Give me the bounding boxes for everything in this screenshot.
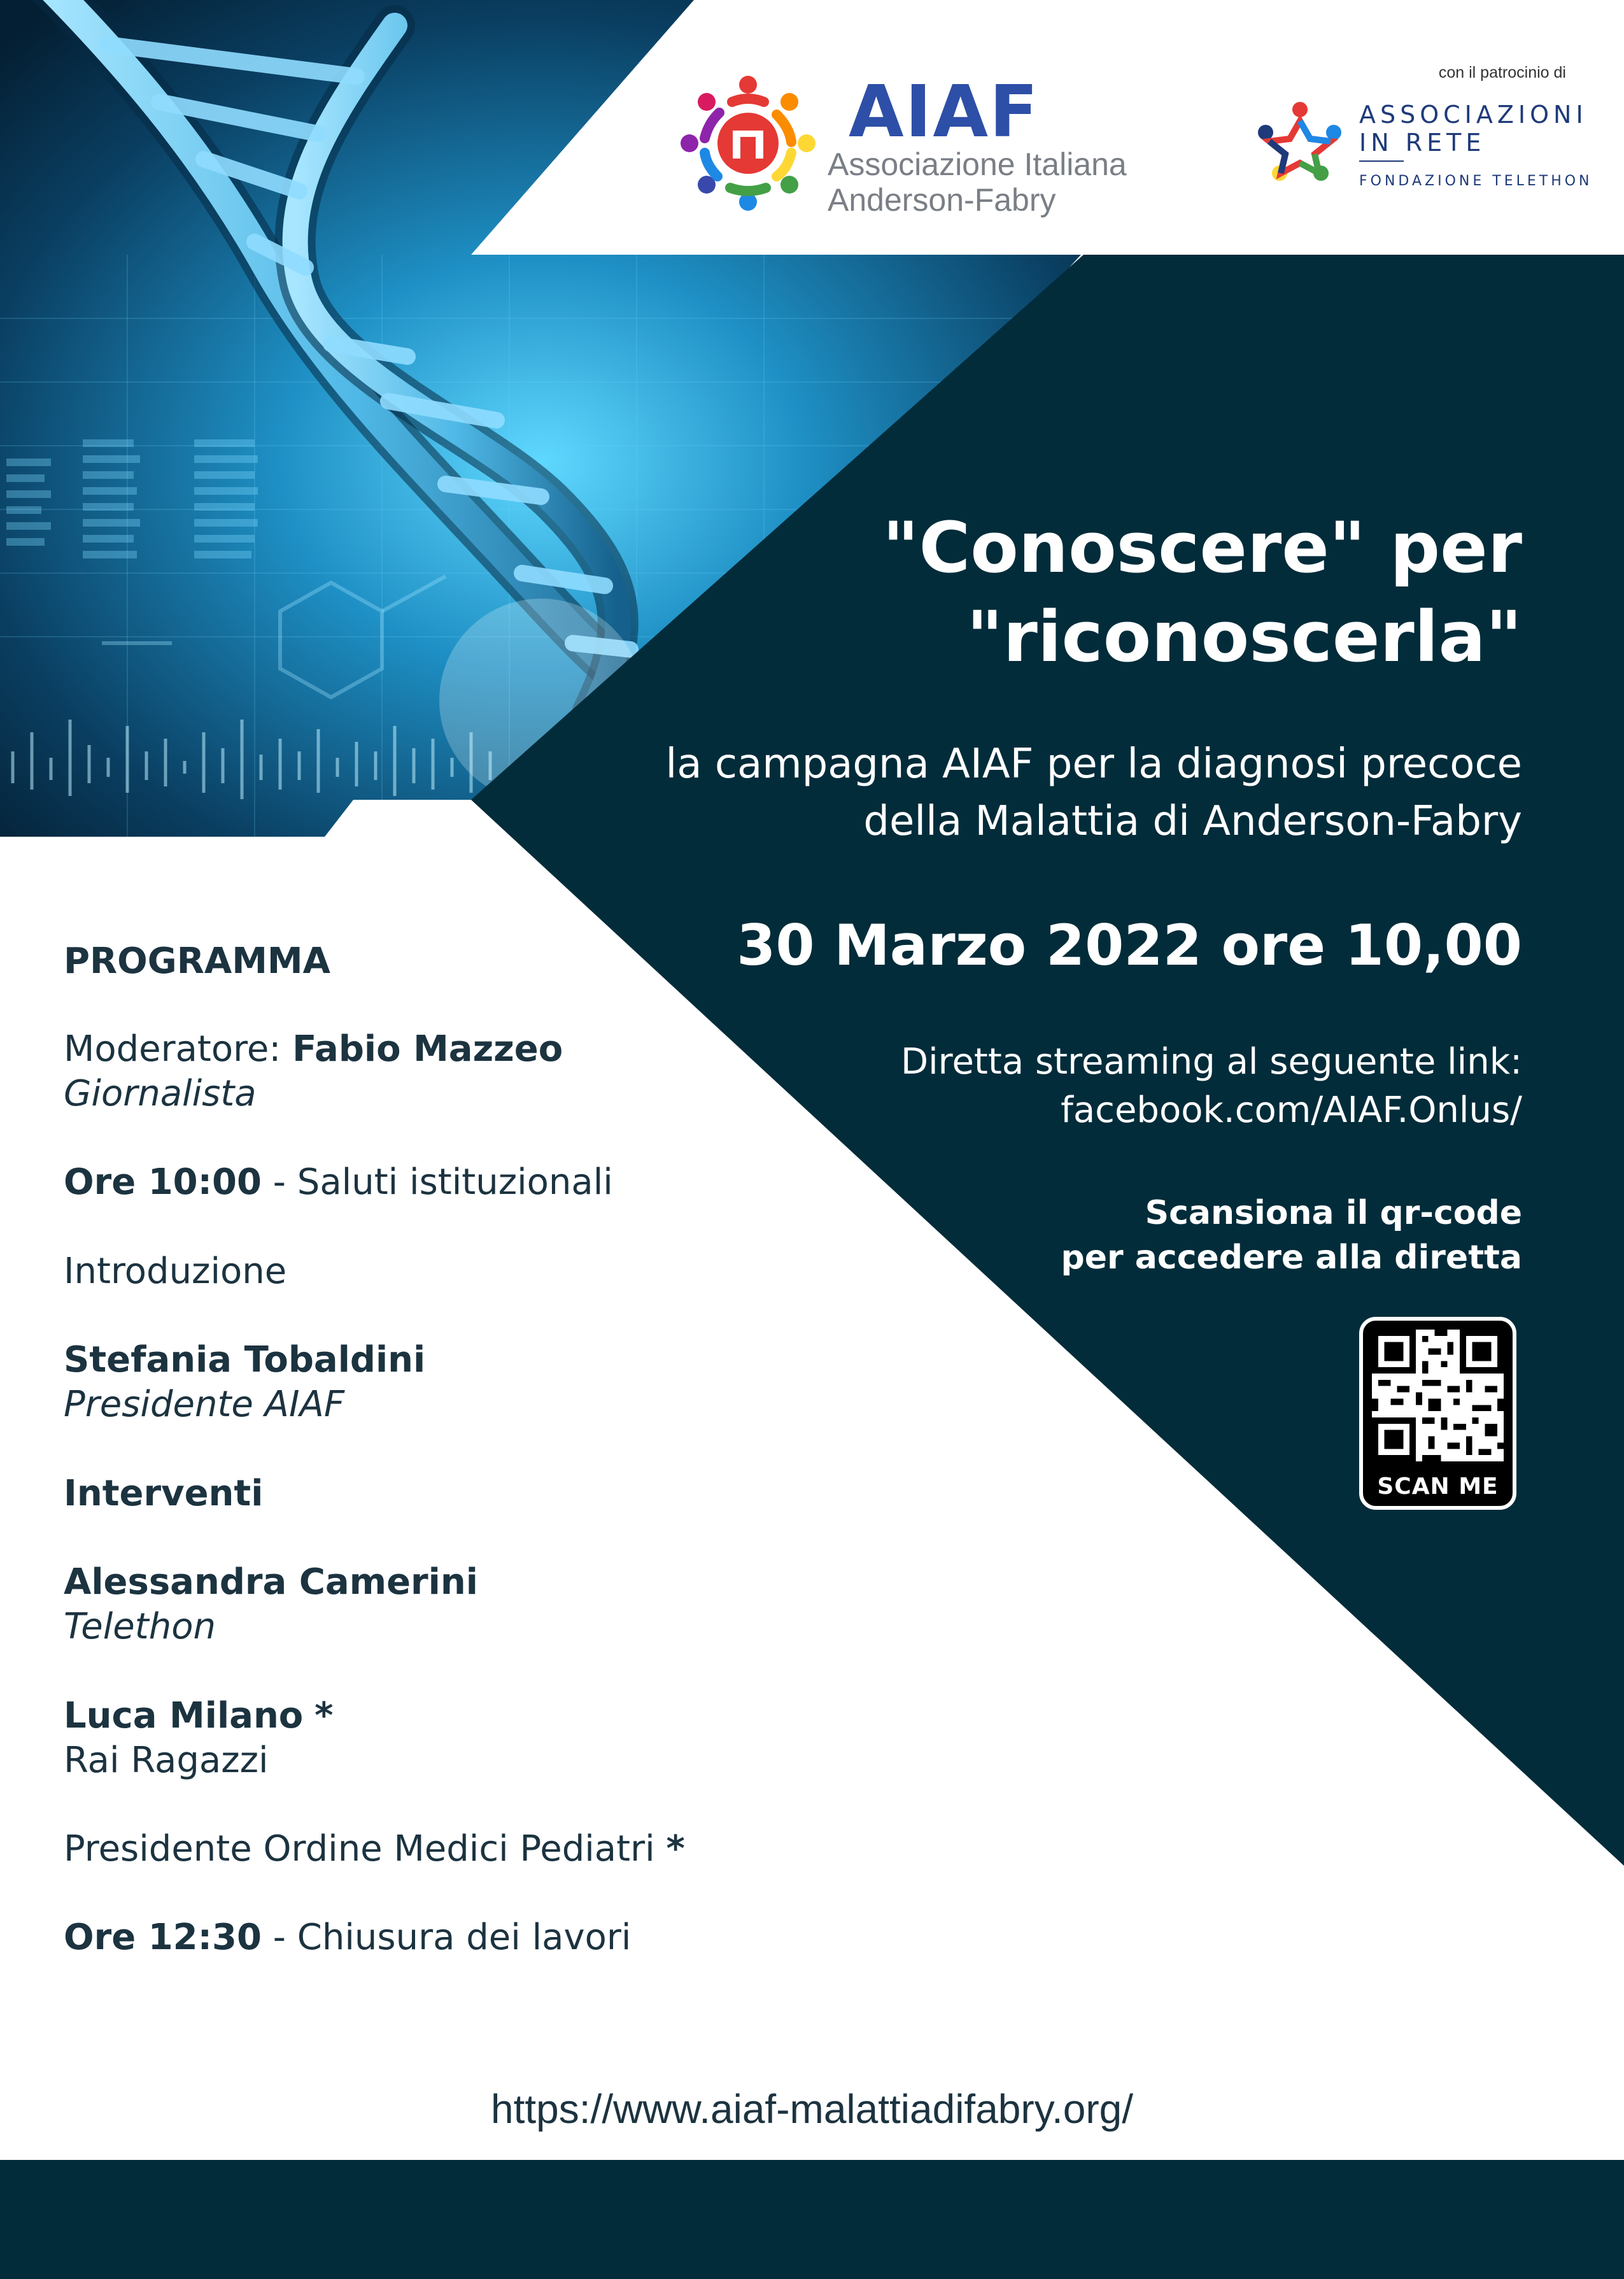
moderator-role	[64, 1072, 257, 1116]
introduzione	[64, 1249, 286, 1294]
speaker-milano-role	[64, 1738, 269, 1783]
interventi-text: Interventi	[64, 1473, 264, 1514]
aiaf-subtitle-line2: Anderson-Fabry	[828, 182, 1056, 218]
website-link[interactable]: https://www.aiaf-malattiadifabry.org/	[491, 2086, 1133, 2132]
moderator-role-text: Giornalista	[64, 1073, 257, 1114]
qr-caption: SCAN ME	[1377, 1473, 1499, 1500]
slot-1230	[64, 1915, 631, 1960]
aiaf-subtitle-line1: Associazione Italiana	[828, 146, 1127, 182]
aiaf-subtitle	[828, 146, 1127, 218]
aiaf-logo	[672, 67, 1143, 226]
event-date: 30 Marzo 2022 ore 10,00	[737, 912, 1522, 978]
speaker-camerini-name: Alessandra Camerini	[64, 1561, 478, 1603]
qr-code-icon	[1372, 1330, 1504, 1461]
speaker-pediatri-asterisk: *	[666, 1828, 685, 1870]
programma-heading-text: PROGRAMMA	[64, 941, 330, 982]
speaker-milano	[64, 1694, 333, 1738]
speaker-milano-role-text: Rai Ragazzi	[64, 1740, 269, 1781]
qr-code[interactable]	[1359, 1317, 1516, 1510]
speaker-camerini-role-text: Telethon	[64, 1606, 216, 1647]
speaker-camerini-role	[64, 1605, 216, 1649]
fondazione-telethon: FONDAZIONE TELETHON	[1359, 173, 1593, 189]
patrocinio-logo	[1229, 64, 1593, 204]
speaker-tobaldini-role	[64, 1382, 344, 1427]
moderator-label: Moderatore:	[64, 1028, 281, 1070]
speaker-milano-name: Luca Milano	[64, 1695, 304, 1736]
associazioni-in-rete	[1359, 101, 1588, 157]
star-people-icon	[1254, 96, 1346, 188]
speaker-tobaldini	[64, 1338, 425, 1382]
ar-line1: ASSOCIAZIONI	[1359, 101, 1588, 129]
patrocinio-label: con il patrocinio di	[1438, 64, 1566, 82]
speaker-tobaldini-name: Stefania Tobaldini	[64, 1339, 426, 1381]
scan-instructions	[1061, 1191, 1522, 1280]
speaker-milano-asterisk: *	[314, 1695, 334, 1736]
footer-bar	[0, 2160, 1624, 2279]
slot-1000-text: - Saluti istituzionali	[272, 1161, 613, 1203]
event-title-line2: "riconoscerla"	[966, 596, 1522, 678]
streaming-link[interactable]: facebook.com/AIAF.Onlus/	[1061, 1090, 1522, 1131]
speaker-pediatri	[64, 1827, 685, 1871]
slot-1230-text: - Chiusura dei lavori	[272, 1917, 632, 1958]
aiaf-people-circle-icon	[672, 67, 824, 220]
qr-code-pattern	[1372, 1330, 1504, 1461]
aiaf-title: AIAF	[849, 71, 1040, 153]
slot-1000-time: Ore 10:00	[64, 1161, 262, 1203]
event-subtitle-line1: la campagna AIAF per la diagnosi precoce	[665, 741, 1522, 788]
streaming-info	[901, 1038, 1522, 1135]
slot-1230-time: Ore 12:30	[64, 1917, 262, 1958]
scan-line1: Scansiona il qr-code	[1145, 1194, 1522, 1232]
event-subtitle-line2: della Malattia di Anderson-Fabry	[863, 798, 1522, 845]
event-title	[882, 503, 1522, 681]
streaming-label: Diretta streaming al seguente link:	[900, 1041, 1522, 1083]
scan-line2: per accedere alla diretta	[1061, 1239, 1522, 1277]
speaker-pediatri-text: Presidente Ordine Medici Pediatri	[64, 1828, 655, 1870]
slot-1000	[64, 1160, 613, 1205]
event-title-line1: "Conoscere" per	[882, 507, 1522, 588]
moderator-name: Fabio Mazzeo	[292, 1028, 563, 1070]
event-subtitle	[665, 735, 1522, 850]
moderator-line	[64, 1027, 563, 1072]
speaker-tobaldini-role-text: Presidente AIAF	[64, 1384, 345, 1425]
programma-heading	[64, 939, 330, 984]
introduzione-text: Introduzione	[64, 1251, 287, 1292]
ar-line2: IN RETE	[1359, 129, 1486, 157]
ar-divider	[1359, 160, 1404, 162]
interventi	[64, 1472, 263, 1516]
speaker-camerini	[64, 1560, 478, 1605]
